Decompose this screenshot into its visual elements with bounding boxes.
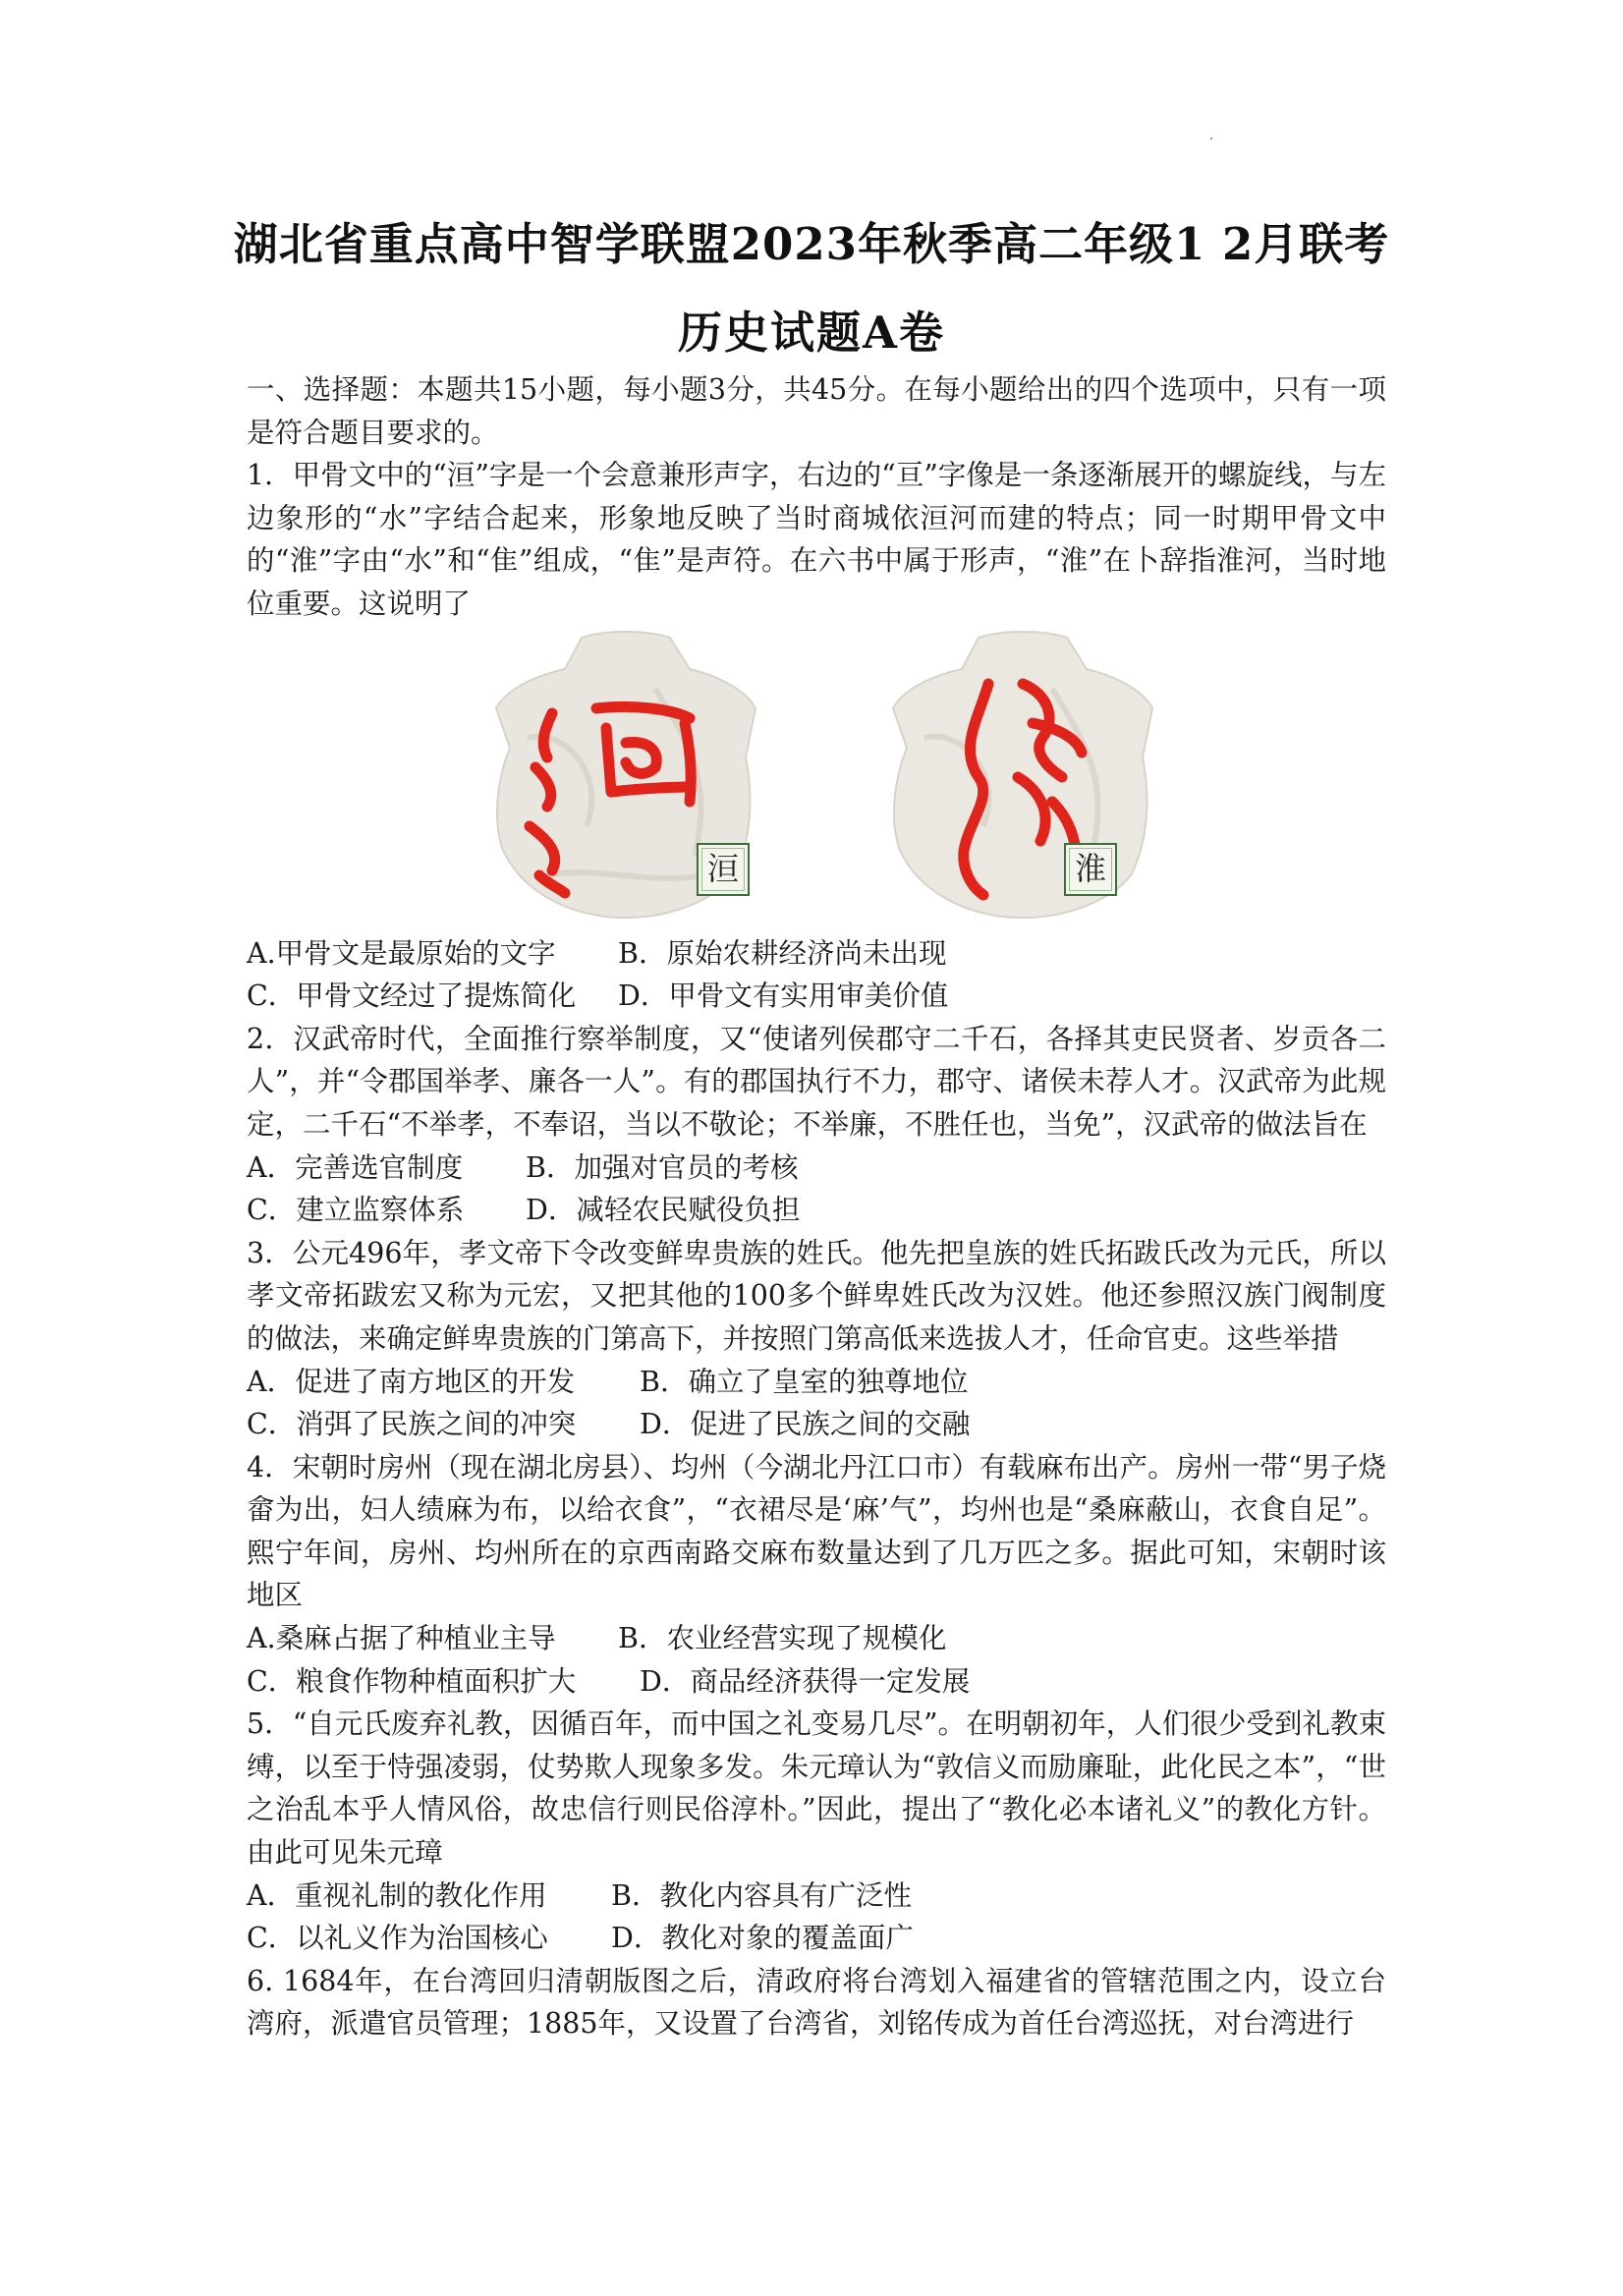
exam-content [247,368,1386,2045]
question-5-option-d: D．教化对象的覆盖面广 [611,1922,914,1955]
exam-title: 湖北省重点高中智学联盟2023年秋季高二年级1 2月联考 [233,218,1390,270]
question-2-option-d: D．减轻农民赋役负担 [526,1194,801,1227]
oracle-bone-huai-image [885,630,1160,926]
question-1-option-b: B．原始农耕经济尚未出现 [618,936,947,970]
oracle-bone-huan-image [488,630,763,926]
question-1-options-row-2 [247,975,1386,1018]
question-3-stem: 3．公元496年，孝文帝下令改变鲜卑贵族的姓氏。他先把皇族的姓氏拓跋氏改为元氏，所以孝文帝拓跋宏又称为元宏，又把其他的100多个鲜卑姓氏改为汉姓。他还参照汉族门阀制度的做法，来确定鲜卑贵族的门第高下，并按照门第高低来选拔人才，任命官吏。这些举措 [247,1236,1386,1355]
question-3-options-row-2 [247,1403,1386,1446]
question-2-option-a: A．完善选官制度 [247,1150,464,1184]
label-huai-box: 淮 [1064,843,1117,896]
question-4-option-d: D．商品经济获得一定发展 [640,1664,971,1698]
question-6-stem: 6. 1684年，在台湾回归清朝版图之后，清政府将台湾划入福建省的管辖范围之内，设立台湾府，派遣官员管理；1885年，又设置了台湾省，刘铭传成为首任台湾巡抚，对台湾进行 [247,1964,1386,2041]
question-5-option-c: C．以礼义作为治国核心 [247,1922,548,1955]
question-4-options-row-1 [247,1617,1386,1660]
question-1-options-row-1 [247,932,1386,976]
label-huan-box: 洹 [697,843,750,896]
question-1-option-d: D．甲骨文有实用审美价值 [618,980,949,1013]
question-5-stem: 5．“自元氏废弃礼教，因循百年，而中国之礼变易几尽”。在明朝初年，人们很少受到礼教束缚，以至于恃强凌弱，仗势欺人现象多发。朱元璋认为“敦信义而励廉耻，此化民之本”，“世之治乱本乎人情风俗，故忠信行则民俗淳朴。”因此，提出了“教化必本诸礼义”的教化方针。由此可见朱元璋 [247,1708,1386,1870]
question-3-option-b: B．确立了皇室的独尊地位 [640,1365,969,1398]
section-intro: 一、选择题：本题共15小题，每小题3分，共45分。在每小题给出的四个选项中，只有一项是符合题目要求的。 [247,373,1386,449]
question-2-options-row-2 [247,1189,1386,1232]
question-2-options-row-1 [247,1147,1386,1190]
question-3-option-c: C．消弭了民族之间的冲突 [247,1408,577,1441]
question-5-options-row-1 [247,1875,1386,1918]
question-4-option-c: C．粮食作物种植面积扩大 [247,1664,577,1698]
question-1-option-a: A.甲骨文是最原始的文字 [247,936,556,970]
question-4-options-row-2 [247,1660,1386,1704]
question-2-option-c: C．建立监察体系 [247,1194,465,1227]
question-4-option-a: A.桑麻占据了种植业主导 [247,1622,556,1655]
question-1-option-c: C．甲骨文经过了提炼简化 [247,980,577,1013]
question-3-option-a: A．促进了南方地区的开发 [247,1365,576,1398]
question-5-options-row-2 [247,1917,1386,1960]
question-2-option-b: B．加强对官员的考核 [526,1150,799,1184]
exam-subtitle: 历史试题A卷 [678,307,945,359]
question-4-stem: 4．宋朝时房州（现在湖北房县）、均州（今湖北丹江口市）有载麻布出产。房州一带“男子烧畲为出，妇人绩麻为布，以给衣食”，“衣裙尽是‘麻’气”，均州也是“桑麻蔽山，衣食自足”。熙宁年间，房州、均州所在的京西南路交麻布数量达到了几万匹之多。据此可知，宋朝时该地区 [247,1450,1386,1612]
question-1-figure [247,630,1386,926]
question-2-stem: 2．汉武帝时代，全面推行察举制度，又“使诸列侯郡守二千石，各择其吏民贤者、岁贡各二人”，并“令郡国举孝、廉各一人”。有的郡国执行不力，郡守、诸侯未荐人才。汉武帝为此规定，二千石“不举孝，不奉诏，当以不敬论；不举廉，不胜任也，当免”，汉武帝的做法旨在 [247,1022,1386,1141]
question-1-stem: 1．甲骨文中的“洹”字是一个会意兼形声字，右边的“亘”字像是一条逐渐展开的螺旋线，与左边象形的“水”字结合起来，形象地反映了当时商城依洹河而建的特点；同一时期甲骨文中的“淮”字由“水”和“隹”组成，“隹”是声符。在六书中属于形声，“淮”在卜辞指淮河，当时地位重要。这说明了 [247,459,1386,620]
question-3-option-d: D．促进了民族之间的交融 [640,1408,971,1441]
scan-speck [1210,138,1212,140]
question-5-option-a: A．重视礼制的教化作用 [247,1878,547,1912]
question-3-options-row-1 [247,1361,1386,1404]
question-4-option-b: B．农业经营实现了规模化 [618,1622,947,1655]
question-5-option-b: B．教化内容具有广泛性 [611,1878,912,1912]
